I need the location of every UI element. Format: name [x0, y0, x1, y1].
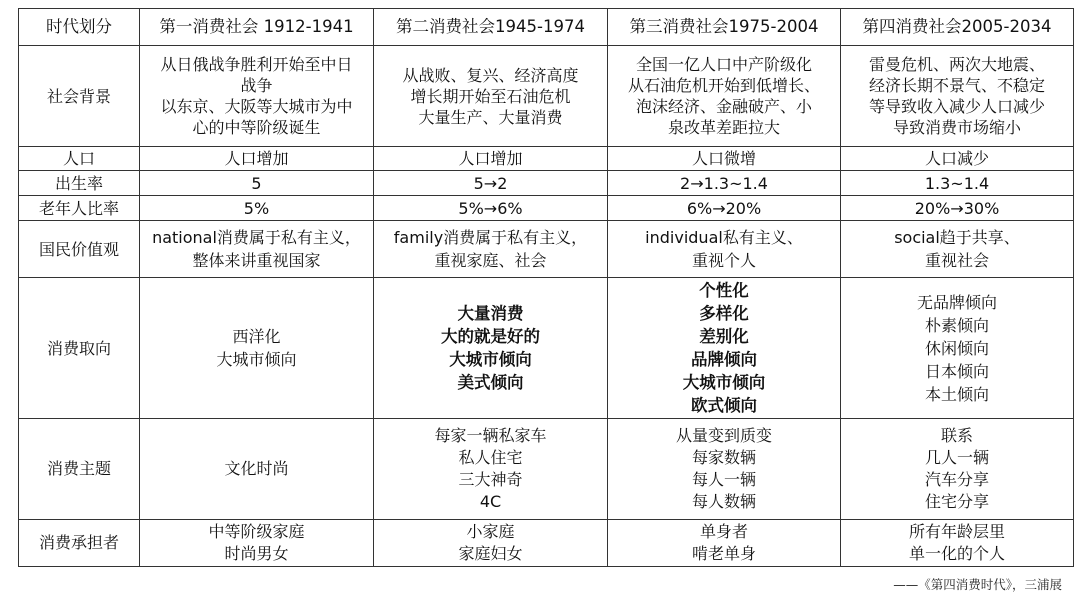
table-row-national-values [19, 221, 1074, 278]
cell-elderly-third: 6%→20% [608, 196, 841, 221]
cell-birth-rate-fourth: 1.3~1.4 [841, 171, 1074, 196]
row-label-elderly-ratio: 老年人比率 [19, 196, 140, 221]
cell-orientation-second: 大量消费 大的就是好的 大城市倾向 美式倾向 [374, 278, 608, 419]
header-cell-second-society: 第二消费社会1945-1974 [374, 9, 608, 46]
cell-background-third: 全国一亿人口中产阶级化 从石油危机开始到低增长、 泡沫经济、金融破产、小 泉改革差距拉大 [608, 46, 841, 147]
cell-birth-rate-third: 2→1.3~1.4 [608, 171, 841, 196]
header-cell-fourth-society: 第四消费社会2005-2034 [841, 9, 1074, 46]
cell-population-second: 人口增加 [374, 147, 608, 171]
cell-bearer-fourth: 所有年龄层里 单一化的个人 [841, 520, 1074, 567]
cell-values-first: national消费属于私有主义， 整体来讲重视国家 [140, 221, 374, 278]
cell-values-fourth: social趋于共享、 重视社会 [841, 221, 1074, 278]
cell-values-third: individual私有主义、 重视个人 [608, 221, 841, 278]
cell-background-fourth: 雷曼危机、两次大地震、 经济长期不景气、不稳定 等导致收入减少人口减少 导致消费市场缩小 [841, 46, 1074, 147]
cell-background-second: 从战败、复兴、经济高度 增长期开始至石油危机 大量生产、大量消费 [374, 46, 608, 147]
table-header-row [19, 9, 1074, 46]
cell-orientation-first: 西洋化 大城市倾向 [140, 278, 374, 419]
cell-birth-rate-second: 5→2 [374, 171, 608, 196]
header-cell-era: 时代划分 [19, 9, 140, 46]
table-row-population [19, 147, 1074, 171]
cell-population-third: 人口微增 [608, 147, 841, 171]
cell-bearer-second: 小家庭 家庭妇女 [374, 520, 608, 567]
cell-theme-fourth: 联系 几人一辆 汽车分享 住宅分享 [841, 419, 1074, 520]
cell-theme-third: 从量变到质变 每家数辆 每人一辆 每人数辆 [608, 419, 841, 520]
cell-orientation-third: 个性化 多样化 差别化 品牌倾向 大城市倾向 欧式倾向 [608, 278, 841, 419]
consumer-society-table [18, 8, 1074, 567]
header-cell-first-society: 第一消费社会 1912-1941 [140, 9, 374, 46]
row-label-consumption-bearer: 消费承担者 [19, 520, 140, 567]
cell-theme-second: 每家一辆私家车 私人住宅 三大神奇 4C [374, 419, 608, 520]
table-row-elderly-ratio [19, 196, 1074, 221]
cell-elderly-fourth: 20%→30% [841, 196, 1074, 221]
cell-values-second: family消费属于私有主义， 重视家庭、社会 [374, 221, 608, 278]
cell-bearer-third: 单身者 啃老单身 [608, 520, 841, 567]
table-row-consumption-bearer [19, 520, 1074, 567]
cell-theme-first: 文化时尚 [140, 419, 374, 520]
row-label-birth-rate: 出生率 [19, 171, 140, 196]
row-label-consumption-orientation: 消费取向 [19, 278, 140, 419]
cell-population-fourth: 人口减少 [841, 147, 1074, 171]
cell-birth-rate-first: 5 [140, 171, 374, 196]
cell-bearer-first: 中等阶级家庭 时尚男女 [140, 520, 374, 567]
row-label-population: 人口 [19, 147, 140, 171]
table-row-consumption-orientation [19, 278, 1074, 419]
consumer-society-table-container [18, 8, 1073, 567]
table-row-social-background [19, 46, 1074, 147]
header-cell-third-society: 第三消费社会1975-2004 [608, 9, 841, 46]
row-label-national-values: 国民价值观 [19, 221, 140, 278]
table-row-birth-rate [19, 171, 1074, 196]
source-citation: ——《第四消费时代》，三浦展 [893, 577, 1062, 592]
row-label-social-background: 社会背景 [19, 46, 140, 147]
table-row-consumption-theme [19, 419, 1074, 520]
cell-background-first: 从日俄战争胜利开始至中日 战争 以东京、大阪等大城市为中 心的中等阶级诞生 [140, 46, 374, 147]
cell-population-first: 人口增加 [140, 147, 374, 171]
cell-elderly-second: 5%→6% [374, 196, 608, 221]
row-label-consumption-theme: 消费主题 [19, 419, 140, 520]
cell-elderly-first: 5% [140, 196, 374, 221]
cell-orientation-fourth: 无品牌倾向 朴素倾向 休闲倾向 日本倾向 本土倾向 [841, 278, 1074, 419]
